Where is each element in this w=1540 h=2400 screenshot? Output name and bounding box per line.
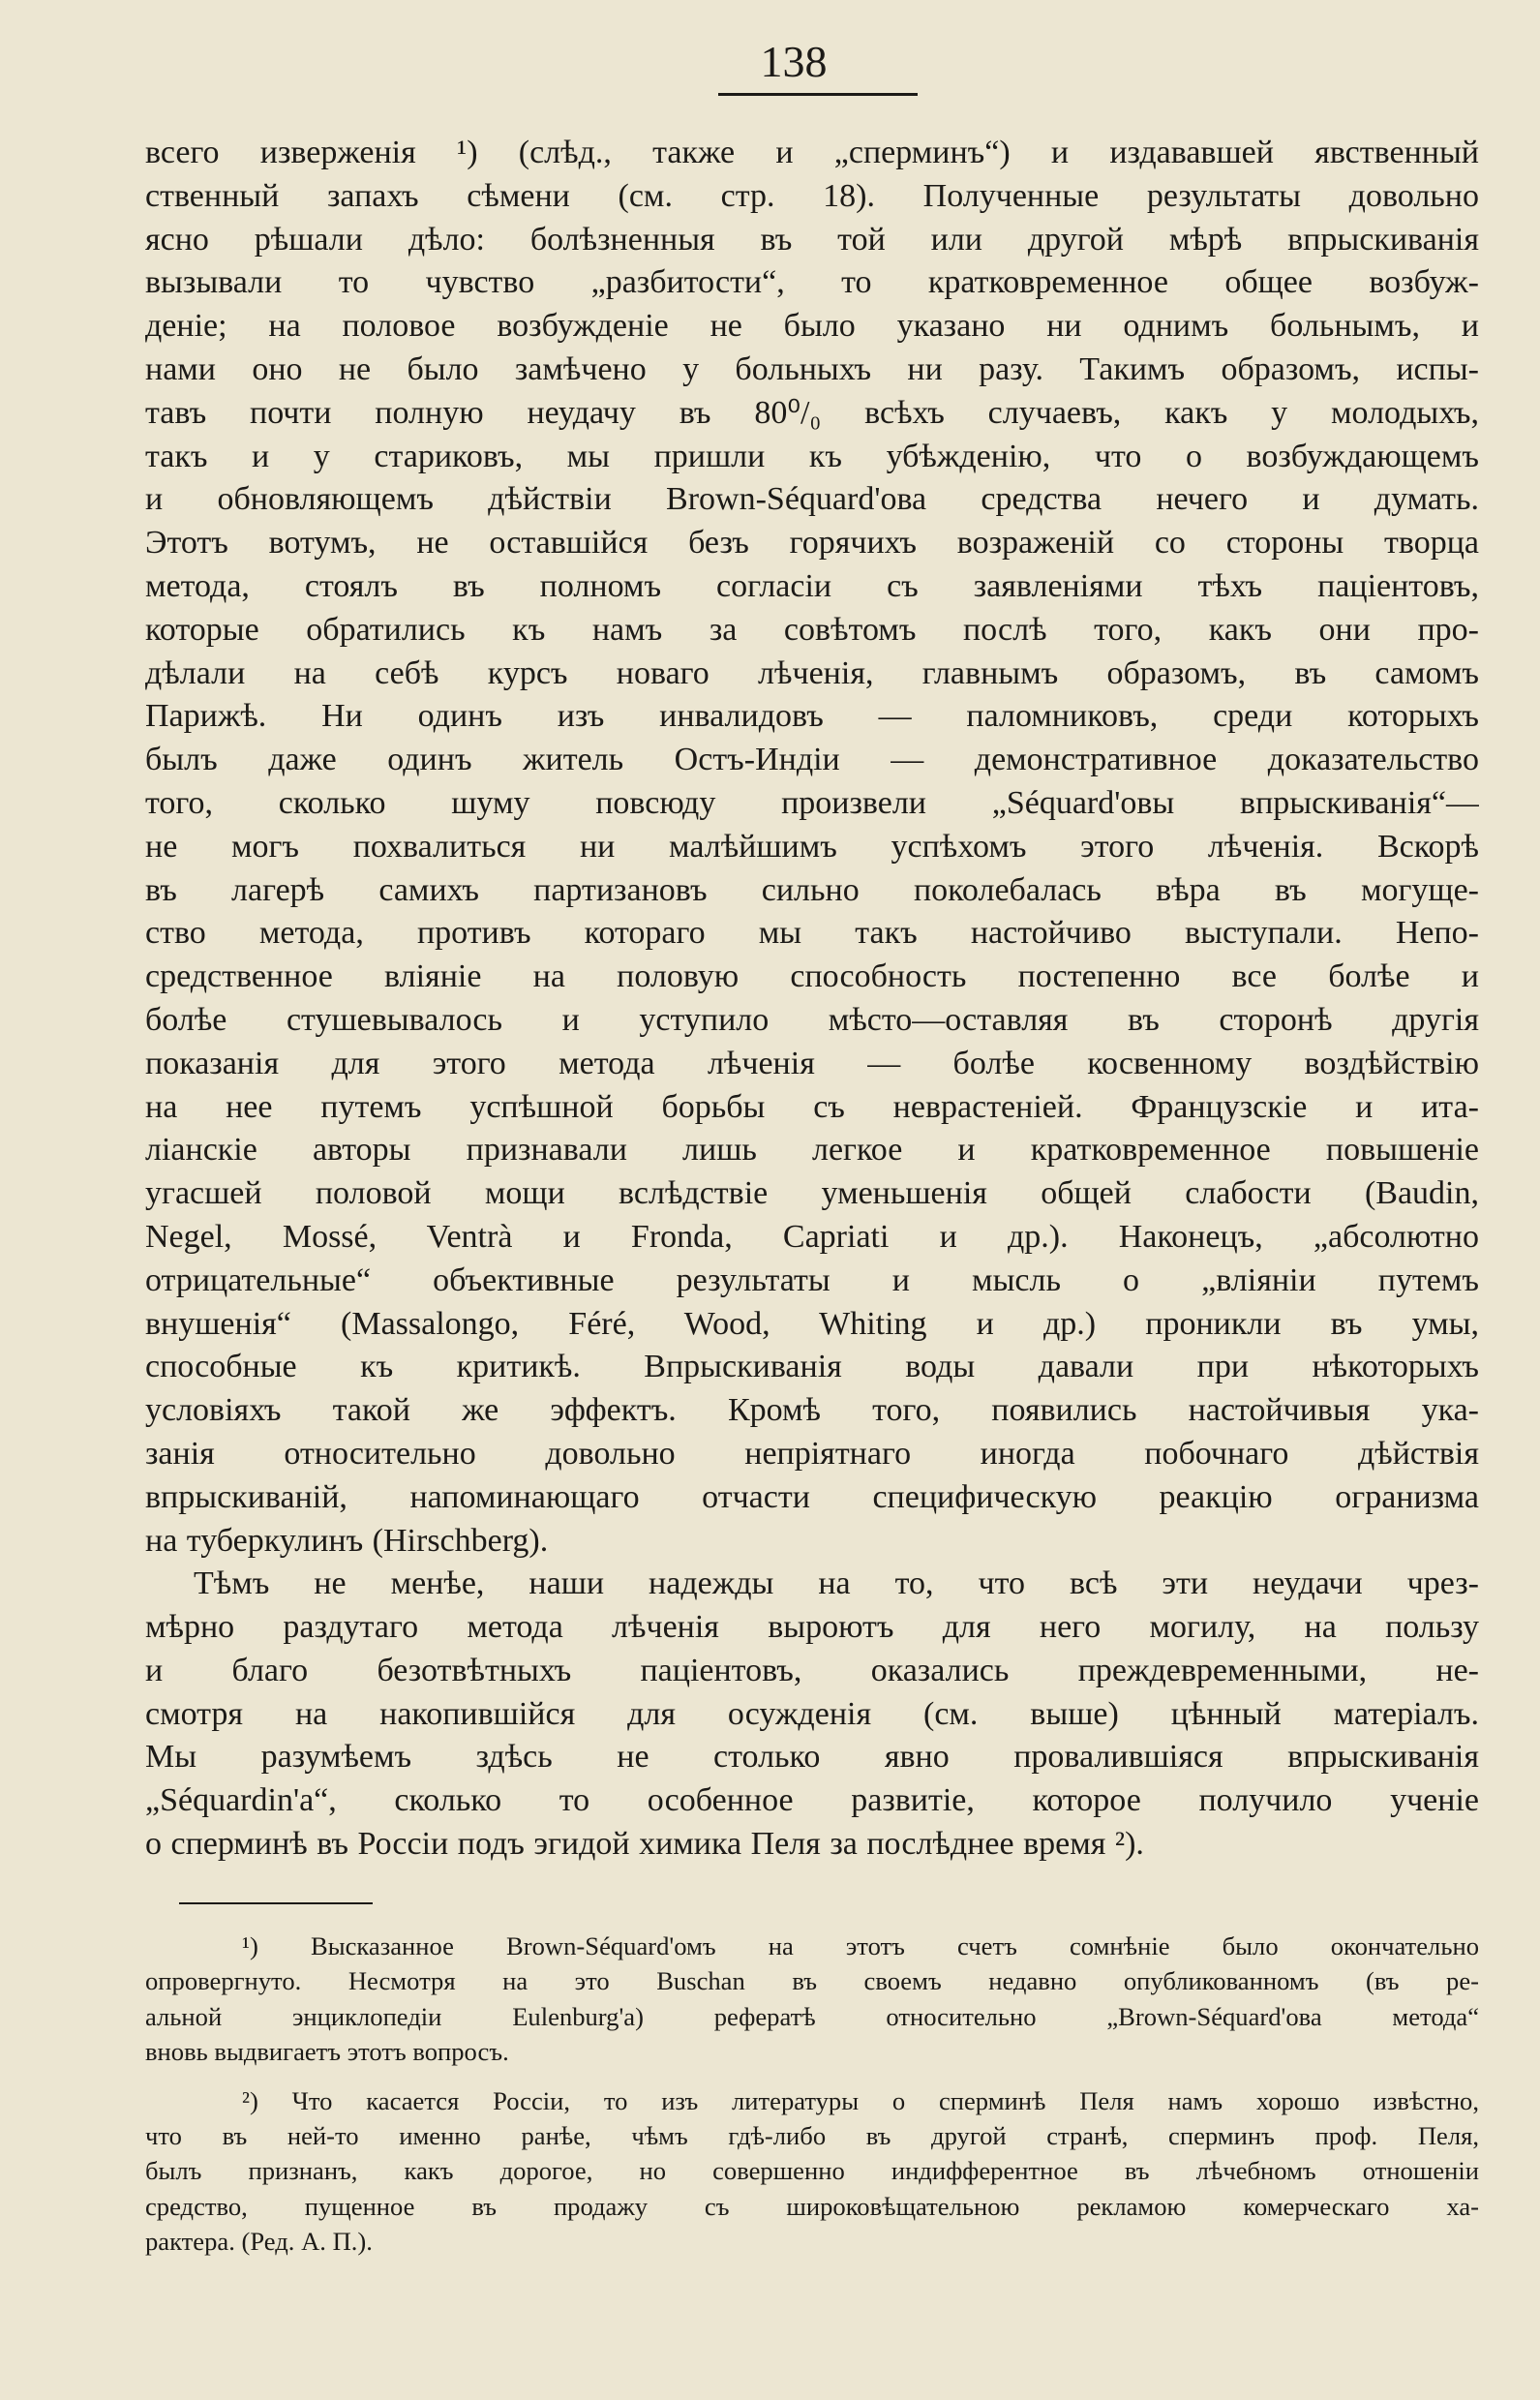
text-line: ліанскіе авторы признавали лишь легкое и кратковременное повышеніе bbox=[145, 1132, 1479, 1169]
page-number-container bbox=[678, 33, 910, 91]
text-line: всего изверженія ¹) (слѣд., также и „сперминъ“) и издававшей явственный bbox=[145, 135, 1479, 170]
text-line: „Séquardin'a“, сколько то особенное развитіе, которое получило ученіе bbox=[145, 1782, 1479, 1819]
footnotes bbox=[145, 1929, 1479, 2260]
text-line: о сперминѣ въ Россіи подъ эгидой химика Пеля за послѣднее время ²). bbox=[145, 1826, 1144, 1863]
text-line: на туберкулинъ (Hirschberg). bbox=[145, 1522, 549, 1559]
text-line: болѣе стушевывалось и уступило мѣсто—оставляя въ сторонѣ другія bbox=[145, 1001, 1479, 1038]
text-line: въ лагерѣ самихъ партизановъ сильно поколебалась вѣра въ могуще- bbox=[145, 871, 1479, 908]
text-line: Тѣмъ не менѣе, наши надежды на то, что всѣ эти неудачи чрез- bbox=[194, 1565, 1479, 1602]
footnote-line: рактера. (Ред. А. П.). bbox=[145, 2227, 373, 2257]
footnote-line: что въ ней-то именно ранѣе, чѣмъ гдѣ-либо въ другой странѣ, сперминъ проф. Пеля, bbox=[145, 2120, 1479, 2150]
text-line: способные къ критикѣ. Впрыскиванія воды давали при нѣкоторыхъ bbox=[145, 1349, 1479, 1385]
footnote-line: былъ признанъ, какъ дорогое, но совершенно индифферентное въ лѣчебномъ отношеніи bbox=[145, 2156, 1479, 2186]
footnote-line: опровергнуто. Несмотря на это Buschan въ своемъ недавно опубликованномъ (въ ре- bbox=[145, 1966, 1479, 1996]
text-line: которые обратились къ намъ за совѣтомъ послѣ того, какъ они про- bbox=[145, 611, 1479, 648]
text-line: такъ и у стариковъ, мы пришли къ убѣжденію, что о возбуждающемъ bbox=[145, 438, 1479, 474]
text-line: показанія для этого метода лѣченія — болѣе косвенному воздѣйствію bbox=[145, 1045, 1479, 1081]
text-line: тавъ почти полную неудачу въ 80⁰/₀ всѣхъ случаевъ, какъ у молодыхъ, bbox=[145, 394, 1479, 431]
text-line: дѣлали на себѣ курсъ новаго лѣченія, главнымъ образомъ, въ самомъ bbox=[145, 654, 1479, 691]
main-text bbox=[145, 132, 1479, 1867]
footnote-gap bbox=[145, 2070, 1479, 2083]
footnote-line: ²) Что касается Россіи, то изъ литературы о сперминѣ Пеля намъ хорошо извѣстно, bbox=[242, 2085, 1479, 2115]
text-line: занія относительно довольно непріятнаго иногда побочнаго дѣйствія bbox=[145, 1435, 1479, 1472]
page-number-underline bbox=[718, 93, 918, 96]
text-line: угасшей половой мощи вслѣдствіе уменьшенія общей слабости (Baudin, bbox=[145, 1175, 1479, 1212]
text-line: ственный запахъ сѣмени (см. стр. 18). Полученные результаты довольно bbox=[145, 177, 1479, 214]
text-line: мѣрно раздутаго метода лѣченія выроютъ для него могилу, на пользу bbox=[145, 1609, 1479, 1646]
text-line: метода, стоялъ въ полномъ согласіи съ заявленіями тѣхъ паціентовъ, bbox=[145, 567, 1479, 604]
text-line: Этотъ вотумъ, не оставшійся безъ горячихъ возраженій со стороны творца bbox=[145, 525, 1479, 562]
footnote-line: ¹) Высказанное Brown-Séquard'омъ на этотъ счетъ сомнѣніе было окончательно bbox=[242, 1931, 1479, 1960]
text-line: условіяхъ такой же эффектъ. Кромѣ того, появились настойчивыя ука- bbox=[145, 1392, 1479, 1429]
footnote-line: вновь выдвигаетъ этотъ вопросъ. bbox=[145, 2037, 509, 2067]
footnote-line: средство, пущенное въ продажу съ широковѣщательною рекламою комерческаго ха- bbox=[145, 2191, 1479, 2221]
text-line: ство метода, противъ котораго мы такъ настойчиво выступали. Непо- bbox=[145, 915, 1479, 952]
text-line: отрицательные“ объективные результаты и мысль о „вліяніи путемъ bbox=[145, 1261, 1479, 1298]
text-line: внушенія“ (Massalongo, Féré, Wood, Whiting и др.) проникли въ умы, bbox=[145, 1305, 1479, 1342]
text-line: Парижѣ. Ни одинъ изъ инвалидовъ — паломниковъ, среди которыхъ bbox=[145, 698, 1479, 735]
text-line: Negel, Mossé, Ventrà и Fronda, Capriati и др.). Наконецъ, „абсолютно bbox=[145, 1218, 1479, 1255]
text-line: ясно рѣшали дѣло: болѣзненныя въ той или другой мѣрѣ впрыскиванія bbox=[145, 221, 1479, 258]
text-line: деніе; на половое возбужденіе не было указано ни однимъ больнымъ, и bbox=[145, 308, 1479, 345]
footnote-line: альной энциклопедіи Eulenburg'a) рефератѣ относительно „Brown-Séquard'ова метода“ bbox=[145, 2001, 1479, 2031]
text-line: того, сколько шуму повсюду произвели „Séquard'овы впрыскиванія“— bbox=[145, 784, 1479, 821]
text-line: и обновляющемъ дѣйствіи Brown-Séquard'ова средства нечего и думать. bbox=[145, 481, 1479, 518]
text-line: нами оно не было замѣчено у больныхъ ни разу. Такимъ образомъ, испы- bbox=[145, 350, 1479, 387]
text-line: и благо безотвѣтныхъ паціентовъ, оказались преждевременными, не- bbox=[145, 1652, 1479, 1688]
text-line: впрыскиваній, напоминающаго отчасти специфическую реакцію огранизма bbox=[145, 1478, 1479, 1515]
text-line: на нее путемъ успѣшной борьбы съ неврастеніей. Французскіе и ита- bbox=[145, 1088, 1479, 1125]
footnote-separator bbox=[179, 1902, 373, 1904]
text-line: былъ даже одинъ житель Остъ-Индіи — демонстративное доказательство bbox=[145, 742, 1479, 778]
text-line: Мы разумѣемъ здѣсь не столько явно провалившіяся впрыскиванія bbox=[145, 1739, 1479, 1776]
text-line: средственное вліяніе на половую способность постепенно все болѣе и bbox=[145, 958, 1479, 995]
text-line: смотря на накопившійся для осужденія (см. выше) цѣнный матеріалъ. bbox=[145, 1695, 1479, 1732]
text-line: не могъ похвалиться ни малѣйшимъ успѣхомъ этого лѣченія. Вскорѣ bbox=[145, 828, 1479, 865]
text-line: вызывали то чувство „разбитости“, то кратковременное общее возбуж- bbox=[145, 264, 1479, 301]
page-number: 138 bbox=[760, 37, 828, 86]
